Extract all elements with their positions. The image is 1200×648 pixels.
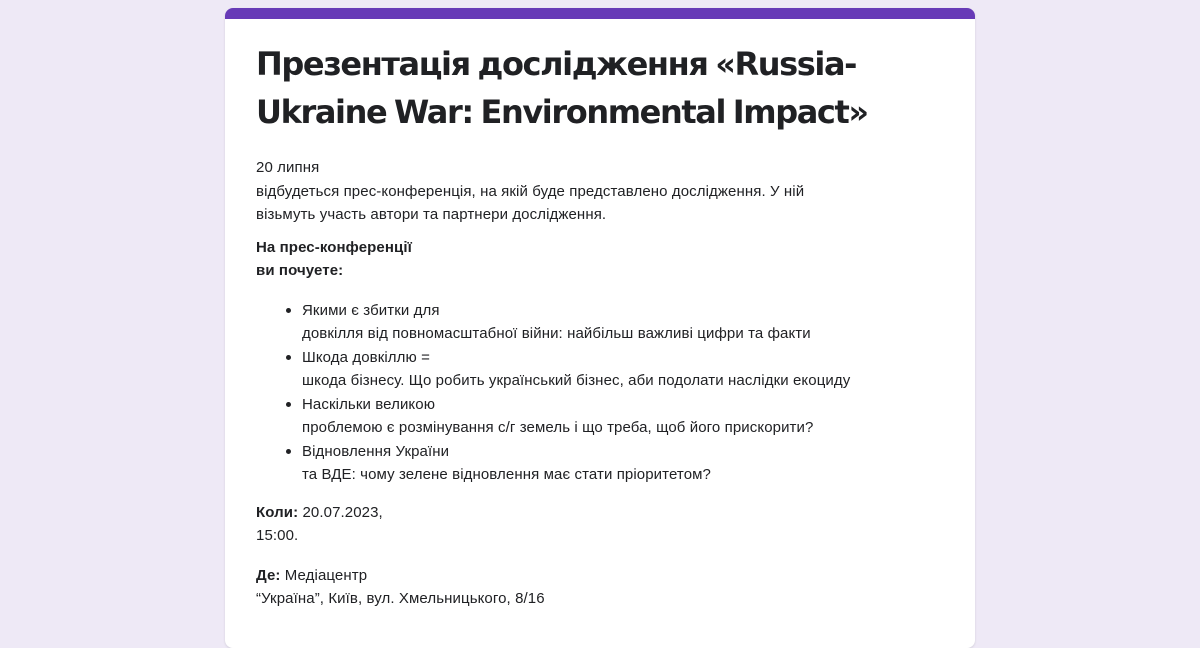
topics-list <box>256 299 956 487</box>
list-item: Відновлення України та ВДЕ: чому зелене відновлення має стати пріоритетом? <box>302 440 956 487</box>
where-address: “Україна”, Київ, вул. Хмельницького, 8/16 <box>256 590 545 607</box>
intro-text-line-1: відбудеться прес-конференція, на якій буде представлено дослідження. У ній <box>256 182 805 200</box>
where-venue: Медіацентр <box>280 566 368 584</box>
form-header-content <box>256 40 956 620</box>
when-date: 20.07.2023, <box>298 503 383 521</box>
form-header-card <box>225 8 975 648</box>
form-description <box>256 156 956 611</box>
where-label: Де: <box>256 566 281 584</box>
intro-text-line-2: візьмуть участь автори та партнери дослідження. <box>256 206 607 223</box>
when-time: 15:00. <box>256 527 299 544</box>
form-title: Презентація дослідження «Russia-Ukraine War: Environmental Impact» <box>256 45 868 131</box>
list-item: Якими є збитки для довкілля від повномасштабної війни: найбільш важливі цифри та факти <box>302 299 956 346</box>
event-when <box>256 501 956 548</box>
list-item: Шкода довкіллю = шкода бізнесу. Що робить український бізнес, аби подолати наслідки екоциду <box>302 346 956 393</box>
when-label: Коли: <box>256 503 299 521</box>
hear-heading-line-2: ви почуете: <box>256 262 344 279</box>
hear-heading-line-1: На прес-конференції <box>256 238 412 256</box>
event-where <box>256 564 956 611</box>
form-accent-bar <box>225 8 975 19</box>
list-item: Наскільки великою проблемою є розмінування с/г земель і що треба, щоб його прискорити? <box>302 393 956 440</box>
event-date: 20 липня <box>256 159 320 176</box>
